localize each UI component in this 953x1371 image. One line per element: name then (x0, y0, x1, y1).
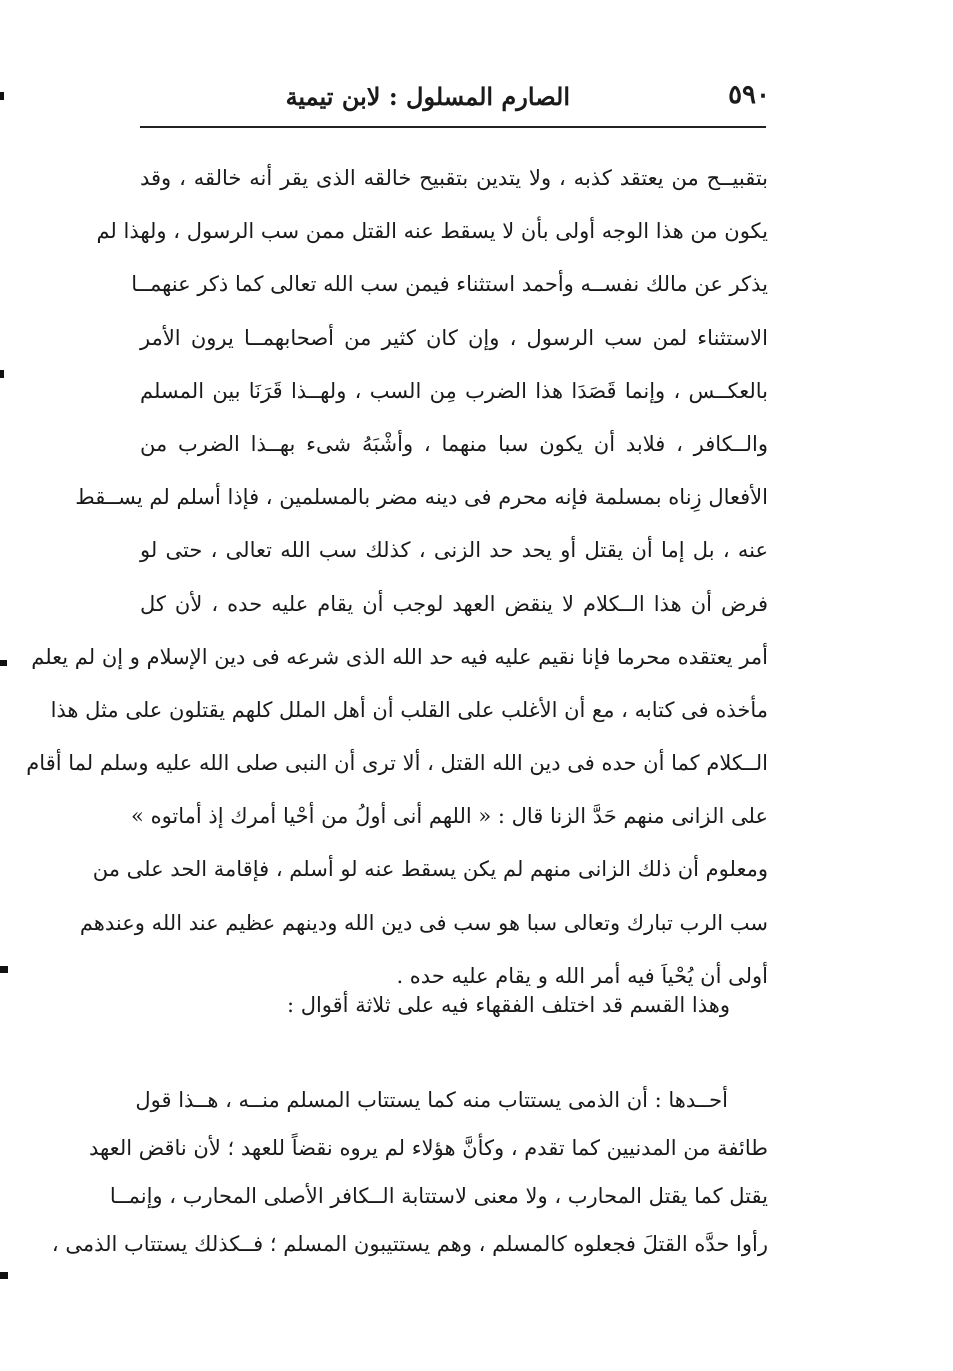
page-number: ٥٩٠ (728, 80, 770, 110)
text-line: رأوا حدَّه القتلَ فجعلوه كالمسلم ، وهم يستتيبون المسلم ؛ فــكذلك يستتاب الذمى ، (51, 1232, 768, 1256)
text-line: يكون من هذا الوجه أولى بأن لا يسقط عنه القتل ممن سب الرسول ، ولهذا لم (96, 219, 768, 244)
text-line: ومعلوم أن ذلك الزانى منهم لم يكن يسقط عنه لو أسلم ، فإقامة الحد على من (92, 857, 768, 882)
scan-mark (0, 966, 8, 973)
scan-mark (0, 370, 4, 378)
text-line: طائفة من المدنيين كما تقدم ، وكأنَّ هؤلاء لم يروه نقضاً للعهد ؛ لأن ناقض العهد (88, 1136, 768, 1160)
text-line: بالعكــس ، وإنما قَصَدَا هذا الضرب مِن السب ، ولهــذا قَرَنَا بين المسلم (140, 378, 768, 403)
paragraph-2 (51, 1076, 768, 1268)
text-line: الاستثناء لمن سب الرسول ، وإن كان كثير من أصحابهمــا يرون الأمر (140, 325, 768, 350)
paragraph-1 (26, 152, 768, 1003)
text-line: مأخذه فى كتابه ، مع أن الأغلب على القلب أن أهل الملل كلهم يقتلون على مثل هذا (50, 697, 768, 722)
text-line: الــكلام كما أن حده فى دين الله القتل ، ألا ترى أن النبى صلى الله عليه وسلم لما أقام (26, 751, 768, 776)
text-line: سب الرب تبارك وتعالى سبا هو سب فى دين الله ودينهم عظيم عند الله وعندهم (79, 910, 768, 935)
text-line: أولى أن يُحْياَ فيه أمر الله و يقام عليه حده . (396, 963, 768, 988)
running-head (140, 80, 770, 124)
text-line: بتقبيــح من يعتقد كذبه ، ولا يتدين بتقبيح خالقه الذى يقر أنه خالقه ، وقد (140, 166, 768, 190)
scan-mark (0, 660, 7, 666)
scan-mark (0, 1272, 8, 1279)
text-line: على الزانى منهم حَدَّ الزنا قال : « اللهم أنى أولُ من أحْيا أمرك إذ أماتوه » (131, 804, 768, 829)
text-line: أمر يعتقده محرما فإنا نقيم عليه فيه حد الله الذى شرعه فى دين الإسلام و إن لم يعلم (31, 644, 768, 669)
text-line: الأفعال زِناه بمسلمة فإنه محرم فى دينه مضر بالمسلمين ، فإذا أسلم لم يســقط (75, 485, 768, 510)
section-heading: وهذا القسم قد اختلف الفقهاء فيه على ثلاثة أقوال : (286, 993, 730, 1017)
text-line: فرض أن هذا الــكلام لا ينقض العهد لوجب أن يقام عليه حده ، لأن كل (140, 591, 768, 616)
book-title: الصارم المسلول : لابن تيمية (285, 82, 570, 111)
text-line: يقتل كما يقتل المحارب ، ولا معنى لاستتابة الــكافر الأصلى المحارب ، وإنمــا (109, 1184, 768, 1208)
header-rule (140, 126, 766, 128)
text-line: والــكافر ، فلابد أن يكون سبا منهما ، وأشْبَهُ شىء بهــذا الضرب من (140, 431, 768, 456)
text-line: أحــدها : أن الذمى يستتاب منه كما يستتاب المسلم منــه ، هــذا قول (135, 1088, 728, 1112)
scan-mark (0, 92, 4, 100)
text-line: عنه ، بل إما أن يقتل أو يحد حد الزنى ، كذلك سب الله تعالى ، حتى لو (140, 538, 768, 563)
text-line: يذكر عن مالك نفســه وأحمد استثناء فيمن سب الله تعالى كما ذكر عنهمــا (131, 272, 768, 297)
